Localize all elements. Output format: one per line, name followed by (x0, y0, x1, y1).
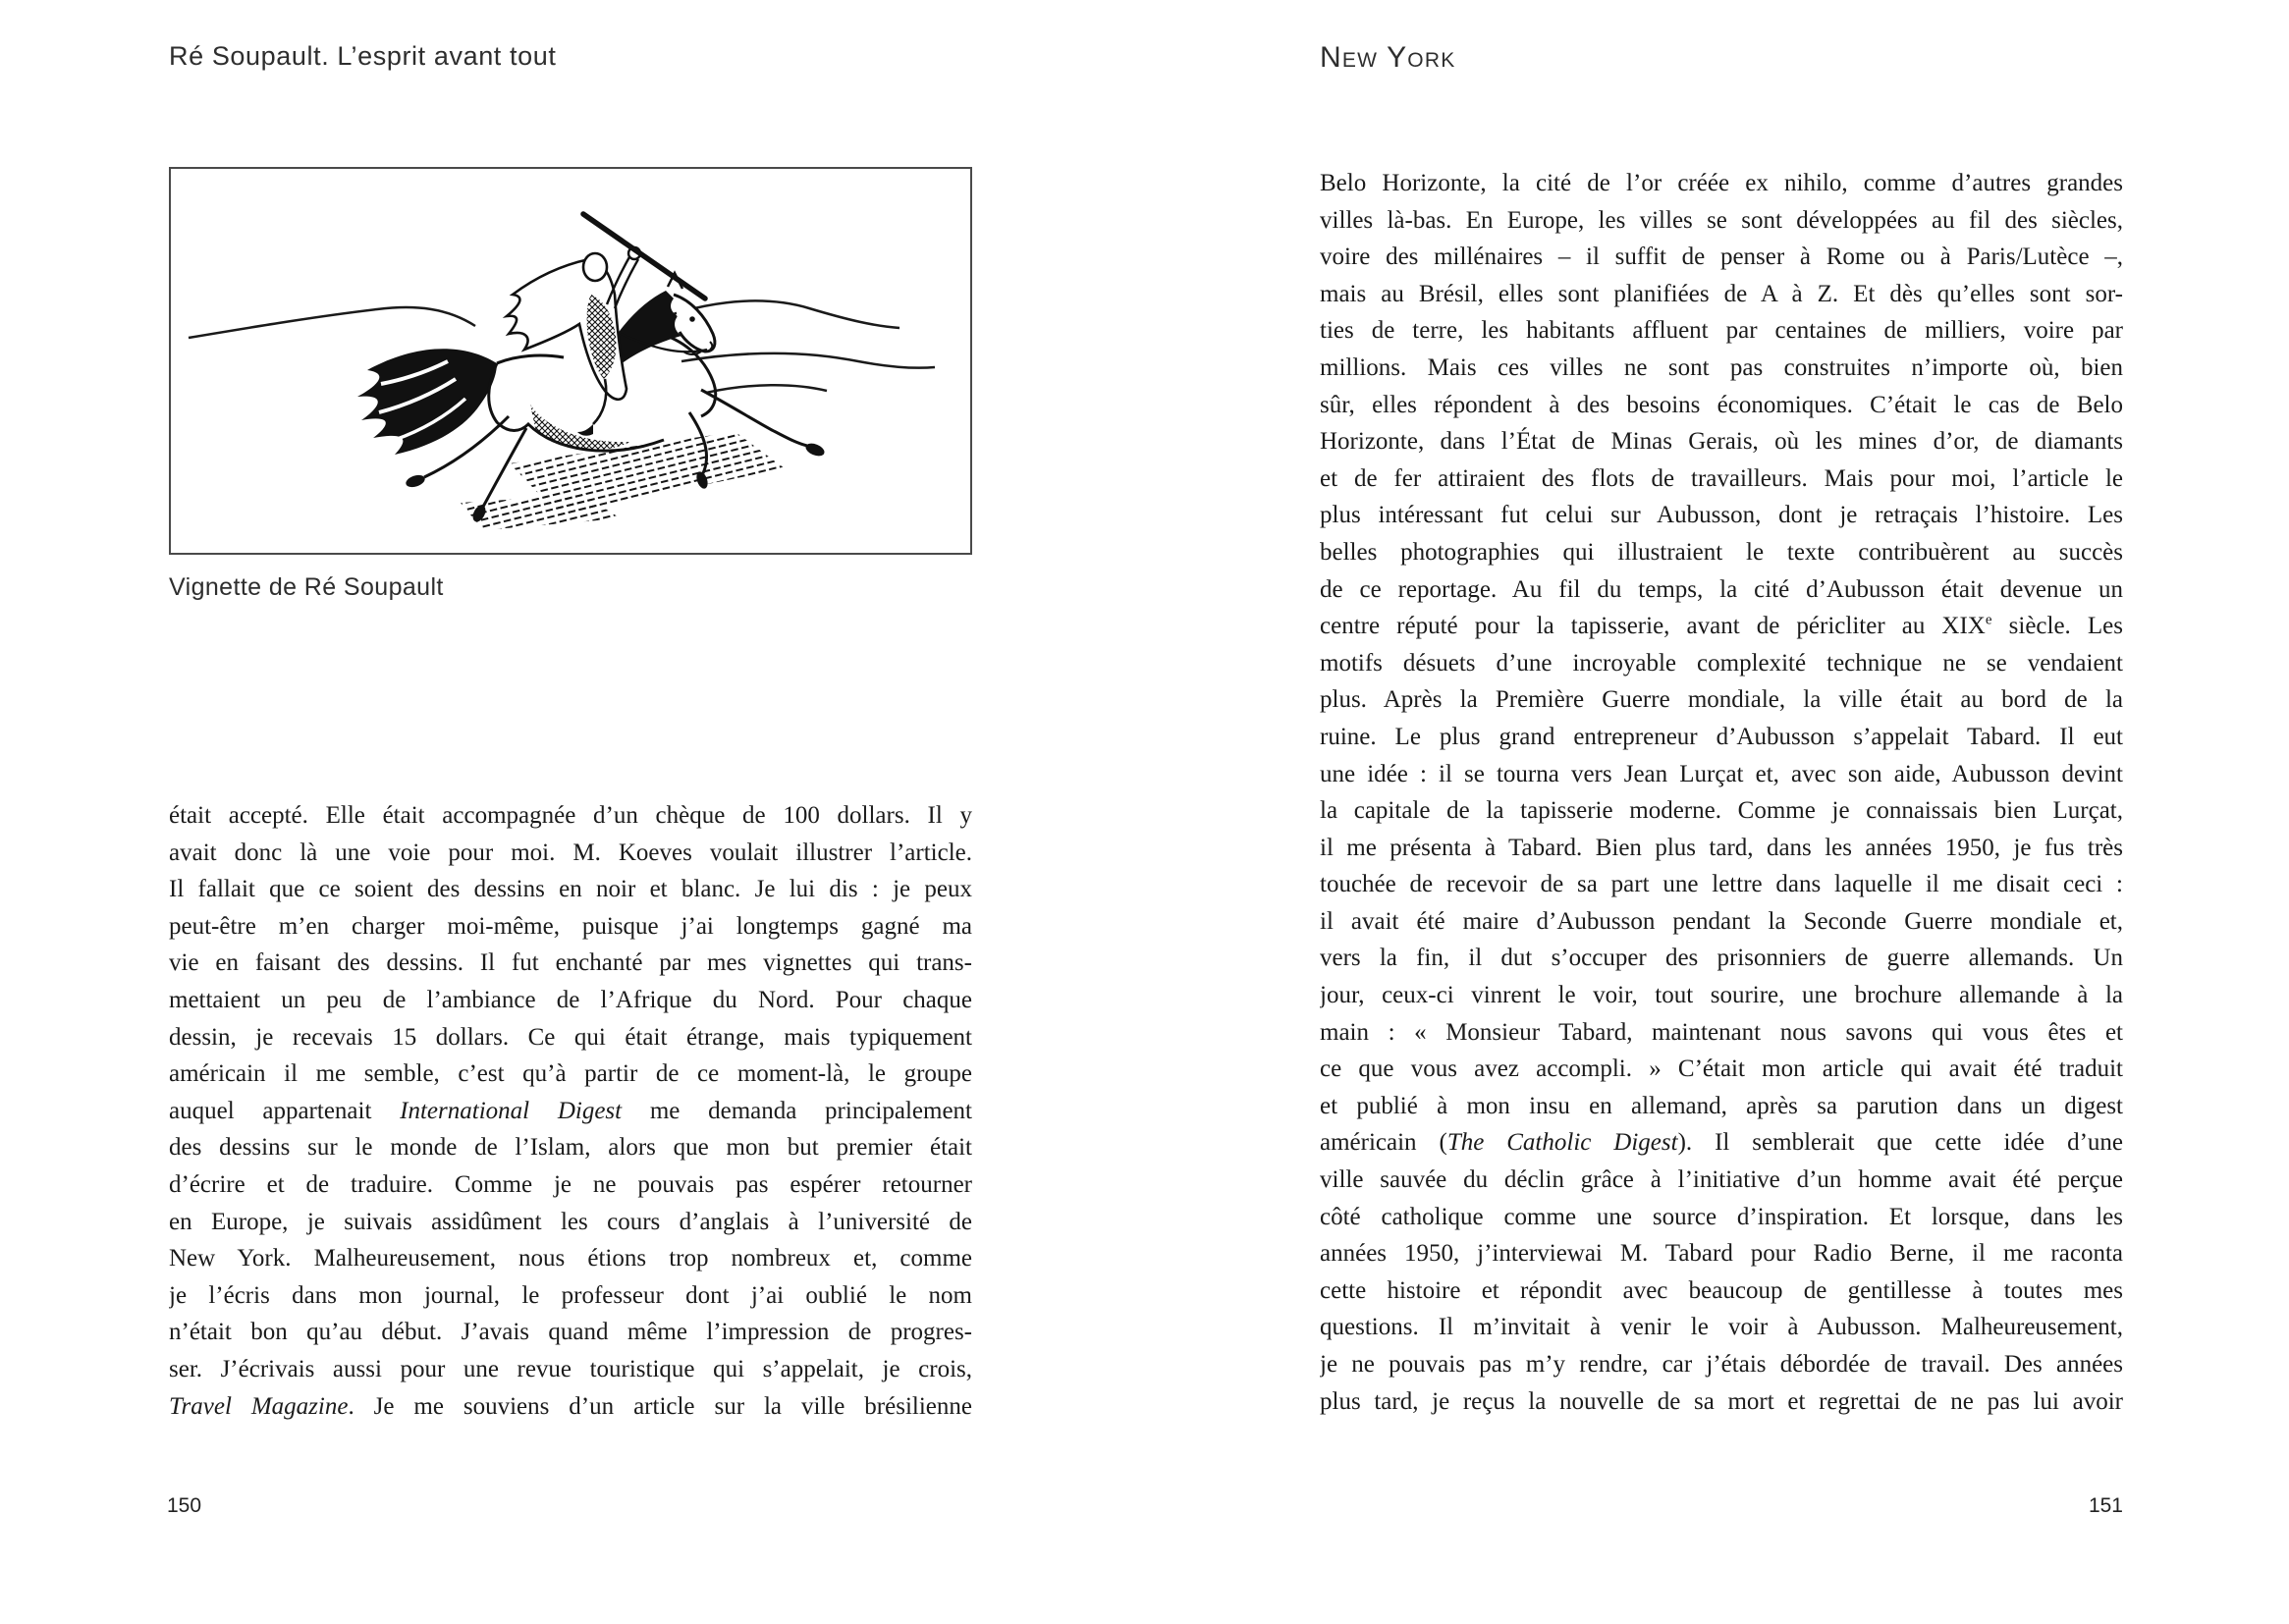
text-line: plus. Après la Première Guerre mondiale, la ville était au bord de la (1320, 686, 2123, 714)
text-line: New York. Malheureusement, nous étions trop nombreux et, comme (169, 1245, 972, 1272)
text-line: américain (The Catholic Digest). Il semblerait que cette idée d’une (1320, 1129, 2123, 1157)
text-line: ruine. Le plus grand entrepreneur d’Aubusson s’appelait Tabard. Il eut (1320, 723, 2123, 750)
text-line: motifs désuets d’une incroyable complexité technique ne se vendaient (1320, 649, 2123, 677)
text-line: vie en faisant des dessins. Il fut enchanté par mes vignettes qui trans- (169, 949, 972, 977)
text-line: plus tard, je reçus la nouvelle de sa mort et regrettai de ne pas lui avoir (1320, 1387, 2123, 1415)
text-line: d’écrire et de traduire. Comme je ne pouvais pas espérer retourner (169, 1170, 972, 1198)
text-line: voire des millénaires – il suffit de penser à Rome ou à Paris/Lutèce –, (1320, 244, 2123, 271)
text-line: dessin, je recevais 15 dollars. Ce qui était étrange, mais typiquement (169, 1023, 972, 1051)
left-body-text (169, 797, 972, 1425)
text-line: ties de terre, les habitants affluent par centaines de milliers, voire par (1320, 317, 2123, 345)
text-line: millions. Mais ces villes ne sont pas construites n’importe où, bien (1320, 353, 2123, 381)
text-line: des dessins sur le monde de l’Islam, alors que mon but premier était (169, 1134, 972, 1162)
text-line: une idée : il se tourna vers Jean Lurçat et, avec son aide, Aubusson devint (1320, 760, 2123, 787)
left-page-number: 150 (167, 1494, 202, 1517)
text-line: en Europe, je suivais assidûment les cours d’anglais à l’université de (169, 1208, 972, 1235)
text-line: de ce reportage. Au fil du temps, la cité d’Aubusson était devenue un (1320, 575, 2123, 603)
text-line: je l’écris dans mon journal, le professeur dont j’ai oublié le nom (169, 1281, 972, 1309)
text-line: n’était bon qu’au début. J’avais quand même l’impression de progres- (169, 1319, 972, 1346)
text-line: années 1950, j’interviewai M. Tabard pour Radio Berne, il me raconta (1320, 1240, 2123, 1268)
text-line: il me présenta à Tabard. Bien plus tard, dans les années 1950, je fus très (1320, 834, 2123, 861)
right-body-text (1320, 165, 2123, 1420)
text-line: la capitale de la tapisserie moderne. Comme je connaissais bien Lurçat, (1320, 797, 2123, 825)
text-line: Travel Magazine. Je me souviens d’un article sur la ville brésilienne (169, 1392, 972, 1420)
text-line: Horizonte, dans l’État de Minas Gerais, où les mines d’or, de diamants (1320, 428, 2123, 456)
text-line: et de fer attiraient des flots de travailleurs. Mais pour moi, l’article le (1320, 464, 2123, 492)
text-line: auquel appartenait International Digest me demanda principalement (169, 1097, 972, 1124)
text-line: Il fallait que ce soient des dessins en noir et blanc. Je lui dis : je peux (169, 876, 972, 903)
text-line: était accepté. Elle était accompagnée d’un chèque de 100 dollars. Il y (169, 802, 972, 829)
text-line: avait donc là une voie pour moi. M. Koeves voulait illustrer l’article. (169, 839, 972, 866)
text-line: villes là-bas. En Europe, les villes se sont développées au fil des siècles, (1320, 206, 2123, 234)
vignette-figure (169, 167, 972, 555)
right-running-head: New York (1320, 41, 1456, 74)
text-line: touchée de recevoir de sa part une lettre dans laquelle il me disait ceci : (1320, 871, 2123, 898)
text-line: il avait été maire d’Aubusson pendant la Seconde Guerre mondiale et, (1320, 907, 2123, 935)
text-line: centre réputé pour la tapisserie, avant de péricliter au XIXe siècle. Les (1320, 612, 2123, 640)
horse-rider-drawing (171, 169, 970, 553)
text-line: mettaient un peu de l’ambiance de l’Afrique du Nord. Pour chaque (169, 986, 972, 1013)
text-line: ville sauvée du déclin grâce à l’initiative d’un homme avait été perçue (1320, 1166, 2123, 1194)
text-line: cette histoire et répondit avec beaucoup de gentillesse à toutes mes (1320, 1276, 2123, 1304)
text-line: vers la fin, il dut s’occuper des prisonniers de guerre allemands. Un (1320, 945, 2123, 972)
text-line: côté catholique comme une source d’inspiration. Et lorsque, dans les (1320, 1203, 2123, 1230)
text-line: je ne pouvais pas m’y rendre, car j’étais débordée de travail. Des années (1320, 1351, 2123, 1378)
text-line: Belo Horizonte, la cité de l’or créée ex nihilo, comme d’autres grandes (1320, 170, 2123, 196)
left-running-head: Ré Soupault. L’esprit avant tout (169, 41, 557, 71)
text-line: ser. J’écrivais aussi pour une revue touristique qui s’appelait, je crois, (169, 1355, 972, 1382)
text-line: ce que vous avez accompli. » C’était mon article qui avait été traduit (1320, 1056, 2123, 1083)
text-line: peut-être m’en charger moi-même, puisque j’ai longtemps gagné ma (169, 912, 972, 940)
text-line: plus intéressant fut celui sur Aubusson, dont je retraçais l’histoire. Les (1320, 502, 2123, 529)
text-line: belles photographies qui illustraient le texte contribuèrent au succès (1320, 538, 2123, 566)
text-line: main : « Monsieur Tabard, maintenant nous savons qui vous êtes et (1320, 1018, 2123, 1046)
text-line: sûr, elles répondent à des besoins économiques. C’était le cas de Belo (1320, 391, 2123, 418)
vignette-caption: Vignette de Ré Soupault (169, 573, 444, 601)
text-line: mais au Brésil, elles sont planifiées de A à Z. Et dès qu’elles sont sor- (1320, 280, 2123, 307)
right-page-number: 151 (2088, 1494, 2123, 1517)
text-line: américain il me semble, c’est qu’à partir de ce moment-là, le groupe (169, 1060, 972, 1088)
text-line: questions. Il m’invitait à venir le voir à Aubusson. Malheureusement, (1320, 1314, 2123, 1341)
text-line: et publié à mon insu en allemand, après sa parution dans un digest (1320, 1092, 2123, 1119)
text-line: jour, ceux-ci vinrent le voir, tout sourire, une brochure allemande à la (1320, 982, 2123, 1009)
